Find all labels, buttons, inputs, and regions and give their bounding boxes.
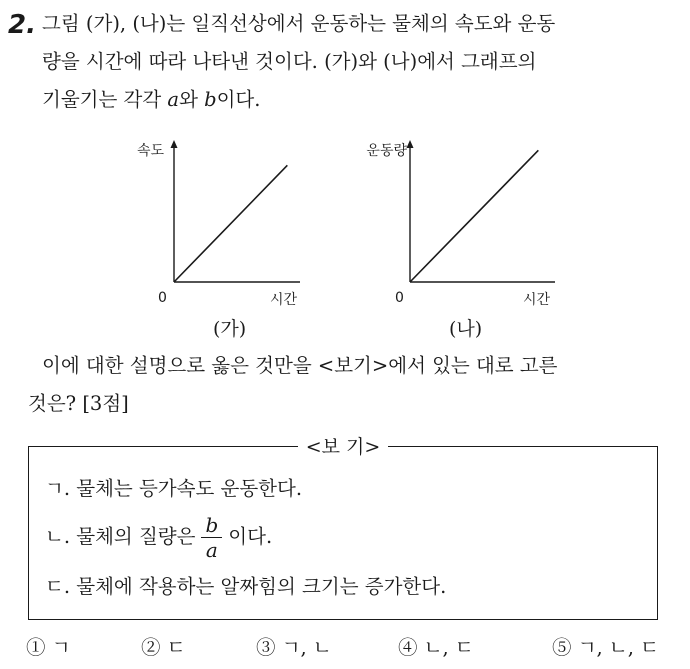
fraction-numerator: b: [201, 515, 222, 538]
choice-4[interactable]: ④ ㄴ, ㄷ: [398, 636, 474, 659]
bogi-box: [28, 436, 658, 620]
question-line-3: [42, 90, 260, 110]
graph-momentum-xlabel: 시간: [523, 292, 551, 308]
graph-velocity-line: [174, 165, 287, 282]
graph-velocity-xlabel: 시간: [270, 292, 298, 308]
line3-suffix: 이다.: [216, 88, 261, 111]
choice-5[interactable]: ⑤ ㄱ, ㄴ, ㄷ: [552, 636, 660, 659]
fraction-denominator: a: [205, 538, 218, 562]
graph-momentum-line: [410, 150, 538, 282]
caption-na: (나): [449, 318, 483, 340]
graph-velocity-y-arrow: [171, 140, 178, 148]
graph-velocity: [130, 134, 300, 309]
line3-prefix: 기울기는 각각: [42, 88, 168, 111]
choice-2[interactable]: ② ㄷ: [141, 636, 186, 659]
prompt-line-1: 이에 대한 설명으로 옳은 것만을 <보기>에서 있는 대로 고른: [42, 354, 558, 377]
question-line-2: 량을 시간에 따라 나타낸 것이다. (가)와 (나)에서 그래프의: [42, 50, 537, 73]
graph-momentum: [365, 134, 555, 309]
graph-velocity-ylabel: 속도: [136, 143, 164, 159]
caption-ga: (가): [213, 318, 247, 340]
slope-b: b: [204, 88, 217, 111]
line3-mid: 와: [179, 88, 205, 111]
mass-fraction: [201, 515, 222, 560]
question-line-1: 그림 (가), (나)는 일직선상에서 운동하는 물체의 속도와 운동: [42, 12, 556, 35]
bogi-item-1: ㄱ. 물체는 등가속도 운동한다.: [45, 477, 303, 500]
bogi-item-2: [45, 513, 272, 561]
choice-3[interactable]: ③ ㄱ, ㄴ: [256, 636, 332, 659]
bogi-title: <보 기>: [298, 436, 389, 458]
graph-momentum-origin: 0: [395, 290, 404, 306]
graph-velocity-origin: 0: [158, 290, 167, 306]
choice-1[interactable]: ① ㄱ: [26, 636, 71, 659]
bogi-item-2-suffix: 이다.: [228, 525, 273, 548]
prompt-line-2: 것은? [3점]: [28, 392, 129, 415]
graph-momentum-ylabel: 운동량: [366, 143, 407, 159]
slope-a: a: [167, 88, 180, 111]
bogi-item-2-prefix: ㄴ. 물체의 질량은: [45, 525, 196, 548]
bogi-item-3: ㄷ. 물체에 작용하는 알짜힘의 크기는 증가한다.: [45, 575, 447, 598]
question-number: 2.: [8, 10, 36, 40]
graph-momentum-y-arrow: [407, 140, 414, 148]
